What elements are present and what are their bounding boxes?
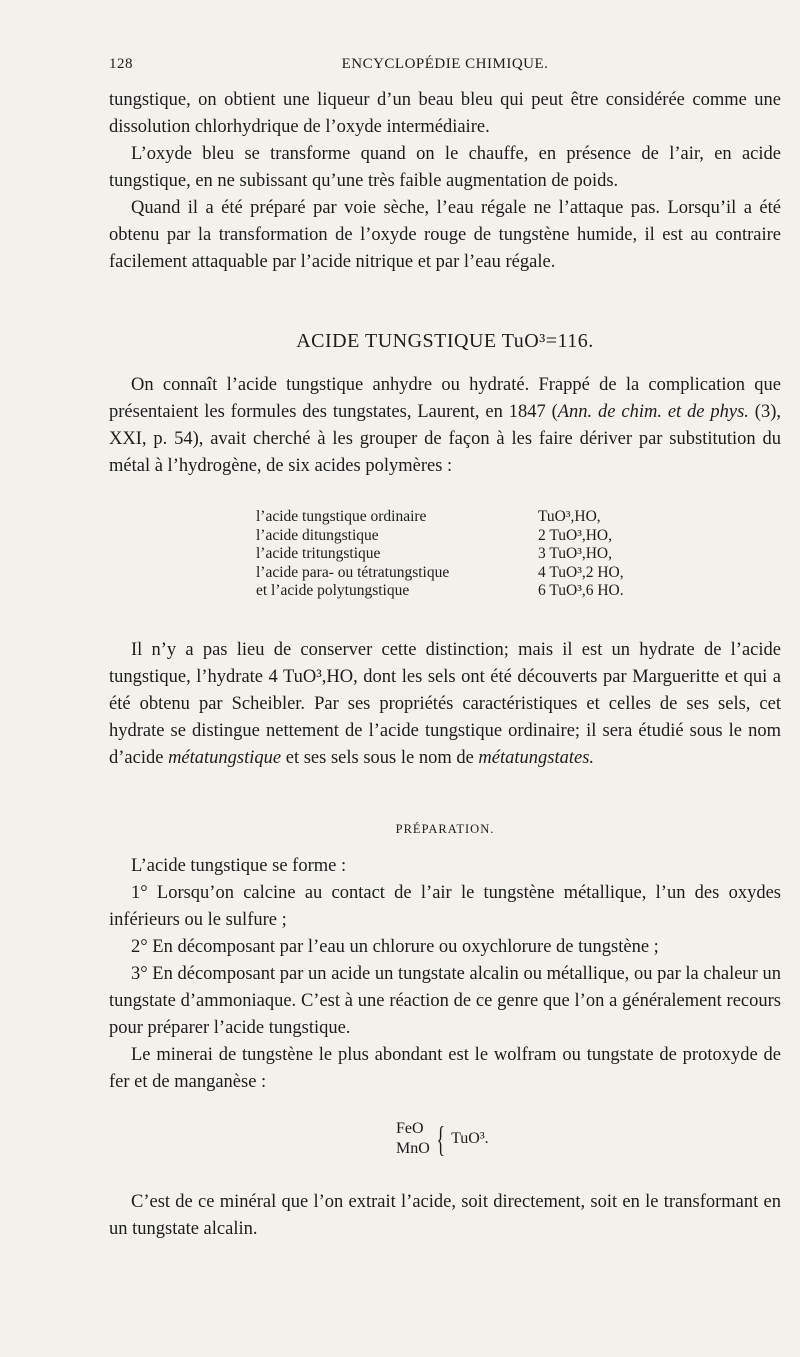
acid-formula: 4 TuO³,2 HO, [538,563,624,581]
acid-list [256,508,656,601]
acid-row [256,564,656,583]
closing-section [109,1189,781,1243]
formula-mno: MnO [396,1140,430,1157]
wolfram-formula [396,1119,489,1159]
acid-row [256,545,656,564]
preparation-section [109,853,781,1096]
paragraph-blue-oxide: L’oxyde bleu se transforme quand on le chauffe, en présence de l’air, en acide tungstique, en ne subissant qu’une très faible augmentation de poids. [109,144,781,191]
acid-row [256,508,656,527]
paragraph-metatungstic [109,637,781,772]
acid-name: l’acide para- ou tétratungstique [256,563,450,581]
acid-formula: 6 TuO³,6 HO. [538,582,624,599]
emphasis: métatungstates. [478,748,595,768]
subheading-preparation: PRÉPARATION. [395,822,495,836]
text-run: Il n’y a pas lieu de conserver cette distinction; mais il est un hydrate de l’acide tungstique, l’hydrate 4 TuO³,HO, dont les sels ont été découverts par Margueritte et qui a été obtenu par Scheibler. Par ses propriétés caractéristiques et celles de ses sels, cet hydrate se distingue nettement de l’acide tungstique ordinaire; il sera étudié sous le nom d’acide [109,640,781,768]
acid-name: l’acide tritungstique [256,545,381,562]
acid-row [256,527,656,546]
laurent-section [109,372,781,480]
formula-tuo3: TuO³. [451,1130,489,1147]
paragraph-laurent [109,372,781,480]
page-header [109,56,781,80]
section-title: ACIDE TUNGSTIQUE TuO³=116. [296,330,594,352]
acid-name: et l’acide polytungstique [256,582,410,599]
paragraph-wolfram: Le minerai de tungstène le plus abondant est le wolfram ou tungstate de protoxyde de fer et de manganèse : [109,1045,781,1092]
text-run: et ses sels sous le nom de [281,748,479,768]
paragraph-method-1: 1° Lorsqu’on calcine au contact de l’air le tungstène métallique, l’un des oxydes inférieurs ou le sulfure ; [109,883,781,930]
acid-name: l’acide tungstique ordinaire [256,508,427,525]
paragraph-extraction: C’est de ce minéral que l’on extrait l’acide, soit directement, soit en le transformant en un tungstate alcalin. [109,1192,781,1239]
formula-stack [396,1119,430,1159]
text-run: (3), XXI, p. 54), avait cherché à les grouper de façon à les faire dériver par substitution du métal à l’hydrogène, de six acides polymères : [109,402,782,476]
paragraph-method-3: 3° En décomposant par un acide un tungstate alcalin ou métallique, ou par la chaleur un tungstate d’ammoniaque. C’est à une réaction de ce genre que l’on a généralement recours pour préparer l’acide tungstique. [109,964,781,1038]
text-run: On connaît l’acide tungstique anhydre ou hydraté. Frappé de la complication que présentaient les formules des tungstates, Laurent, en 1847 ( [109,375,781,422]
acid-name: l’acide ditungstique [256,526,379,544]
metatungstic-section [109,637,781,772]
acid-formula: 2 TuO³,HO, [538,526,612,544]
paragraph-dry-preparation: Quand il a été préparé par voie sèche, l’eau régale ne l’attaque pas. Lorsqu’il a été obtenu par la transformation de l’oxyde rouge de tungstène humide, il est au contraire facilement attaquable par l’acide nitrique et par l’eau régale. [109,198,781,272]
brace-glyph: { [436,1119,445,1159]
formula-feo: FeO [396,1120,424,1137]
acid-row [256,582,656,601]
citation: Ann. de chim. et de phys. [557,402,749,422]
page-number: 128 [109,56,133,72]
emphasis: métatungstique [168,748,282,768]
acid-formula: 3 TuO³,HO, [538,545,612,562]
intro-section [109,87,781,276]
paragraph-continued: tungstique, on obtient une liqueur d’un beau bleu qui peut être considérée comme une dissolution chlorhydrique de l’oxyde intermédiaire. [109,90,781,137]
running-head: ENCYCLOPÉDIE CHIMIQUE. [341,56,549,72]
acid-formula: TuO³,HO, [538,508,601,525]
paragraph-forms: L’acide tungstique se forme : [131,856,347,876]
paragraph-method-2: 2° En décomposant par l’eau un chlorure ou oxychlorure de tungstène ; [131,937,659,957]
